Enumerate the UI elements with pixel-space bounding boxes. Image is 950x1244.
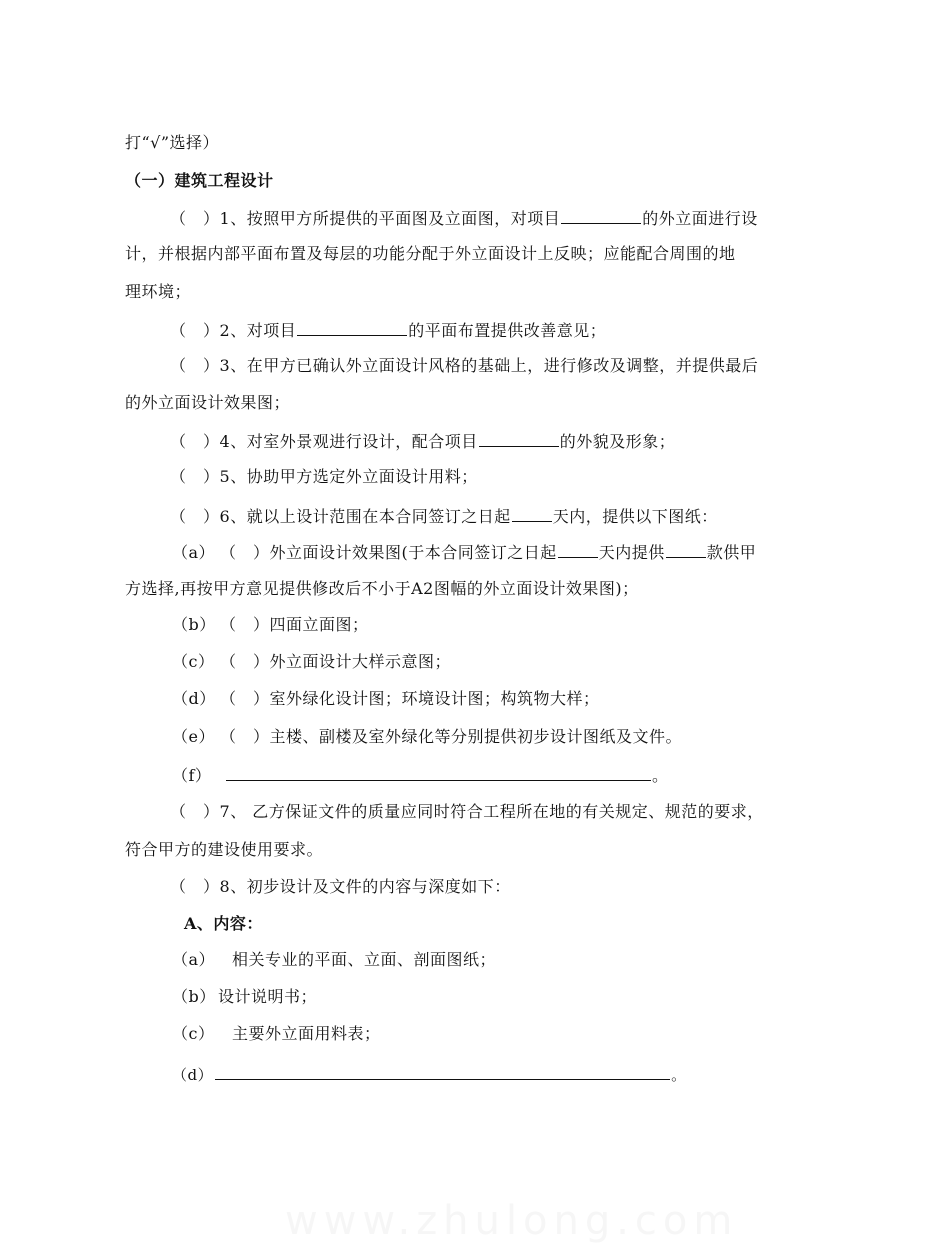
drawing-d-text: 室外绿化设计图；环境设计图；构筑物大样； [269,689,600,708]
content-d-end: 。 [671,1066,687,1084]
checkbox-paren[interactable]: （ ） [170,467,220,486]
item-3-line-2: 的外立面设计效果图； [125,393,291,412]
content-a-text: 相关专业的平面、立面、剖面图纸； [232,950,497,969]
item-2-text-end: 的平面布置提供改善意见； [408,321,607,340]
drawing-f-blank[interactable] [226,763,651,781]
watermark: www.zhulong.com [285,1198,739,1244]
item-7 [170,801,764,823]
checkbox-paren[interactable]: （ ） [220,652,270,671]
content-a-mark: （a） [172,950,216,969]
item-5 [170,466,478,488]
content-c-mark: （c） [172,1024,215,1043]
drawing-f-mark: （f） [172,766,212,785]
content-b [172,986,317,1008]
content-b-text: 设计说明书； [218,987,318,1006]
project-name-blank[interactable] [479,429,559,447]
drawing-c-mark: （c） [172,652,215,671]
content-d-blank[interactable] [215,1062,670,1080]
item-1-text-end: 的外立面进行设 [642,209,758,228]
checkbox-paren[interactable]: （ ） [170,877,220,896]
checkbox-paren[interactable]: （ ） [220,689,270,708]
checkbox-paren[interactable]: （ ） [220,543,270,562]
content-c-text: 主要外立面用料表； [232,1024,381,1043]
item-8-text: 8、初步设计及文件的内容与深度如下： [219,877,511,896]
item-8 [170,876,511,898]
checkbox-paren[interactable]: （ ） [170,802,220,821]
item-7-line-2: 符合甲方的建设使用要求。 [125,840,324,859]
checkbox-paren[interactable]: （ ） [170,209,220,228]
item-1 [170,206,758,230]
drawing-b-mark: （b） [172,615,216,634]
item-2 [170,318,606,342]
drawing-f [172,763,669,787]
drawing-e-text: 主楼、副楼及室外绿化等分别提供初步设计图纸及文件。 [269,727,683,746]
drawing-c-text: 外立面设计大样示意图； [269,652,452,671]
drawing-b-text: 四面立面图； [269,615,369,634]
item-1-line-3: 理环境； [125,282,192,301]
checkbox-paren[interactable]: （ ） [220,615,270,634]
drawing-a-line-2: 方选择,再按甲方意见提供修改后不小于A2图幅的外立面设计效果图)； [125,579,639,598]
content-d-mark: （d） [172,1066,214,1084]
item-4-text: 4、对室外景观进行设计，配合项目 [219,432,478,451]
content-title: A、内容： [184,914,263,933]
drawing-a-text: 外立面设计效果图(于本合同签订之日起 [269,543,557,562]
item-4-text-end: 的外貌及形象； [559,432,676,451]
drawing-e [172,726,682,748]
item-5-text: 5、协助甲方选定外立面设计用料； [219,467,478,486]
content-c [172,1023,381,1045]
content-a [172,949,496,971]
drawing-d-mark: （d） [172,689,216,708]
drawing-a-text-mid: 天内提供 [598,543,665,562]
section-title: （一）建筑工程设计 [125,171,274,190]
item-4 [170,429,675,453]
drawing-f-end: 。 [652,766,669,785]
drawing-e-mark: （e） [172,727,215,746]
item-6 [170,504,718,528]
drawing-b [172,614,369,636]
checkbox-paren[interactable]: （ ） [170,432,220,451]
content-d [172,1062,687,1086]
drawing-d [172,688,600,710]
checkbox-paren[interactable]: （ ） [170,356,220,375]
item-6-text-end: 天内，提供以下图纸： [552,507,718,526]
drawing-a [172,540,756,564]
project-name-blank[interactable] [297,318,407,336]
quantity-blank[interactable] [666,540,706,558]
drawing-a-mark: （a） [172,543,216,562]
content-b-mark: （b） [172,987,216,1006]
item-7-text: 7、 乙方保证文件的质量应同时符合工程所在地的有关规定、规范的要求， [219,802,764,821]
project-name-blank[interactable] [561,206,641,224]
checkbox-paren[interactable]: （ ） [170,507,220,526]
item-6-text: 6、就以上设计范围在本合同签订之日起 [219,507,511,526]
item-2-text: 2、对项目 [219,321,297,340]
checkbox-paren[interactable]: （ ） [220,727,270,746]
drawing-a-text-end: 款供甲 [706,543,757,562]
item-1-line-2: 计，并根据内部平面布置及每层的功能分配于外立面设计上反映；应能配合周围的地 [125,244,736,263]
days-blank[interactable] [558,540,598,558]
drawing-c [172,651,451,673]
checkbox-paren[interactable]: （ ） [170,321,220,340]
item-3 [170,355,758,377]
days-blank[interactable] [512,504,552,522]
item-3-text: 3、在甲方已确认外立面设计风格的基础上，进行修改及调整，并提供最后 [219,356,759,375]
item-1-text: 1、按照甲方所提供的平面图及立面图，对项目 [219,209,561,228]
intro-text: 打“√”选择） [125,133,220,152]
